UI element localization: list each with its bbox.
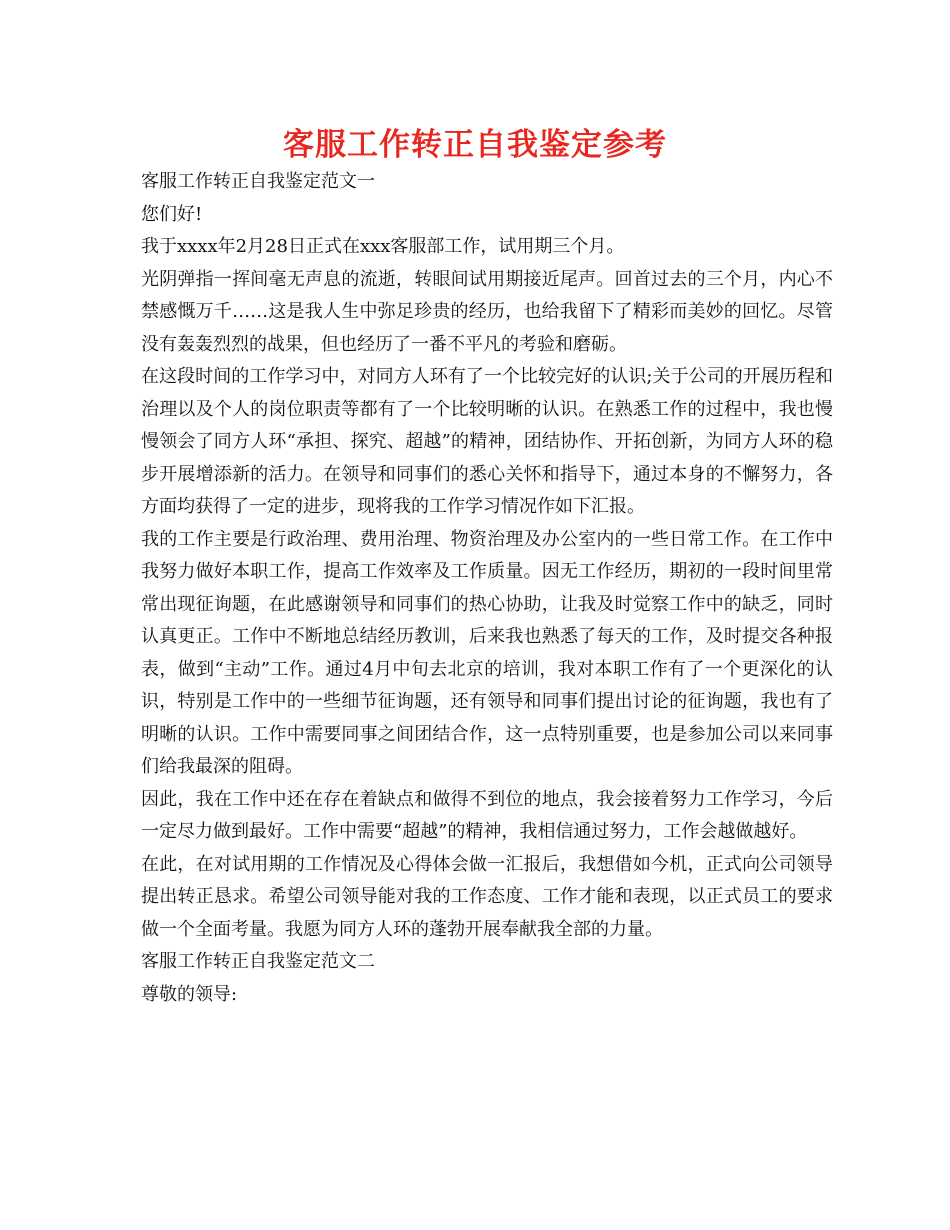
paragraph: 在此，在对试用期的工作情况及心得体会做一汇报后，我想借如今机，正式向公司领导提出转正恳求。希望公司领导能对我的工作态度、工作才能和表现，以正式员工的要求做一个全面考量。我愿为同方人环的蓬勃开展奉献我全部的力量。 <box>141 853 833 940</box>
greeting: 尊敬的领导: <box>141 983 238 1005</box>
section-heading: 客服工作转正自我鉴定范文一 <box>141 171 375 192</box>
paragraph: 我于xxxx年2月28日正式在xxx客服部工作，试用期三个月。 <box>141 236 625 257</box>
section-heading: 客服工作转正自我鉴定范文二 <box>141 951 375 972</box>
paragraph: 在这段时间的工作学习中，对同方人环有了一个比较完好的认识;关于公司的开展历程和治理以及个人的岗位职责等都有了一个比较明晰的认识。在熟悉工作的过程中，我也慢慢领会了同方人环“承担、探究、超越”的精神，团结协作、开拓创新，为同方人环的稳步开展增添新的活力。在领导和同事们的悉心关怀和指导下，通过本身的不懈努力，各方面均获得了一定的进步，现将我的工作学习情况作如下汇报。 <box>141 366 833 517</box>
paragraph: 因此，我在工作中还在存在着缺点和做得不到位的地点，我会接着努力工作学习，今后一定尽力做到最好。工作中需要“超越”的精神，我相信通过努力，工作会越做越好。 <box>141 788 833 842</box>
document-title: 客服工作转正自我鉴定参考 <box>283 127 667 163</box>
paragraph: 光阴弹指一挥间毫无声息的流逝，转眼间试用期接近尾声。回首过去的三个月，内心不禁感慨万千……这是我人生中弥足珍贵的经历，也给我留下了精彩而美妙的回忆。尽管没有轰轰烈烈的战果，但也经历了一番不平凡的考验和磨砺。 <box>141 268 833 355</box>
paragraph: 我的工作主要是行政治理、费用治理、物资治理及办公室内的一些日常工作。在工作中我努力做好本职工作，提高工作效率及工作质量。因无工作经历，期初的一段时间里常常出现征询题，在此感谢领导和同事们的热心协助，让我及时觉察工作中的缺乏，同时认真更正。工作中不断地总结经历教训，后来我也熟悉了每天的工作，及时提交各种报表，做到“主动”工作。通过4月中旬去北京的培训，我对本职工作有了一个更深化的认识，特别是工作中的一些细节征询题，还有领导和同事们提出讨论的征询题，我也有了明晰的认识。工作中需要同事之间团结合作，这一点特别重要，也是参加公司以来同事们给我最深的阻碍。 <box>141 528 833 777</box>
document-body <box>141 166 833 1011</box>
greeting: 您们好! <box>141 203 203 225</box>
